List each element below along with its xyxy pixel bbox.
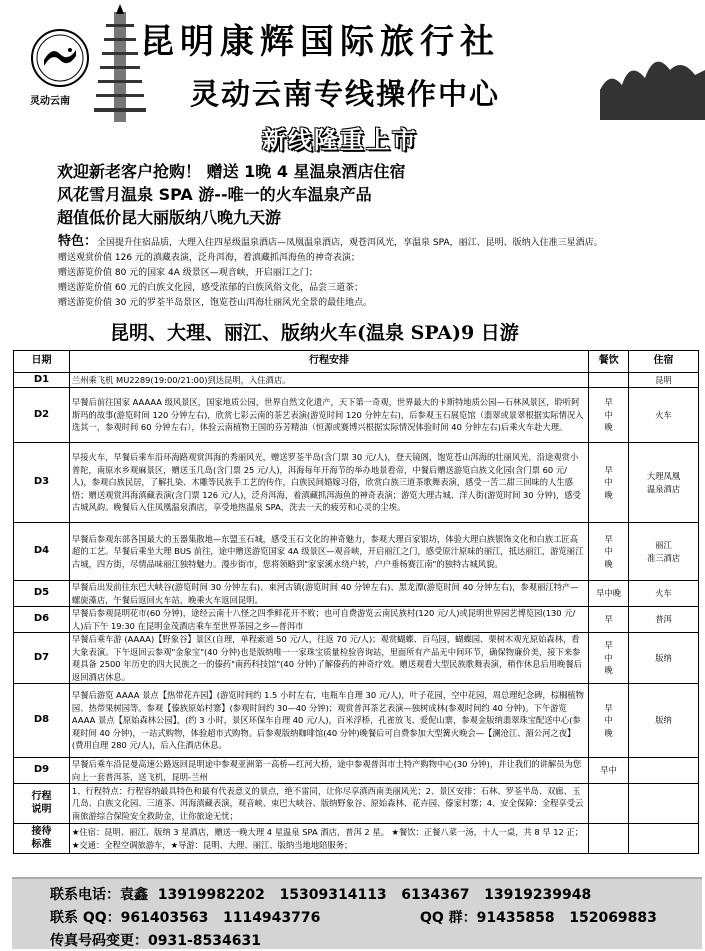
logo-text: 灵动云南 <box>30 96 70 107</box>
company-name: 昆明康辉国际旅行社 <box>140 22 500 62</box>
hotel-cell: 丽江 准三酒店 <box>629 523 699 581</box>
day-cell: D7 <box>14 633 70 684</box>
feature-item: 赠送游览价值 80 元的国家 4A 级景区—观音峡，开启丽江之门； <box>58 268 318 278</box>
day-cell: D1 <box>14 373 70 388</box>
plan-cell: 早餐后游览 AAAA 景点【热带花卉园】(游览时间约 1.5 小时左右，电瓶车自理 30 元/人)，叶子花园，空中花园，周总理纪念碑，棕榈植物园、热带果树园等。参观【傣族原始村寨】(参观时间约 30—40 分钟)；观赏普洱茶艺表演—独树成林(参观时间约 40 分钟)。下午游览 AAAA 景点【原始森林公园】，(约 3 小时，景区环保车自理 40 元/人)，百米浮桥，孔雀放飞、爱伲山寨，参观金版纳翡翠珠宝配送中心(参观时间 40 分钟)，一站式购物，体验超市式购物。后参观版纳咖啡馆(40 分钟)晚餐后可自费参加大型篝火晚会—【澜沧江、湄公河之夜】(费用自理 280 元/人)，后入住酒店休息。 <box>69 684 588 758</box>
header-hotel: 住宿 <box>629 351 699 373</box>
meal-cell: 早 中 晚 <box>589 633 629 684</box>
header <box>0 0 705 154</box>
meal-cell: 早 中 晚 <box>589 684 629 758</box>
plan-cell: 早餐后前往国家 AAAAA 级风景区，国家地质公园，世界自然文化遗产，天下第一奇观，世界最大的卡斯特地质公园—石林风景区，聆听阿斯玛的故事(游览时间 120 分钟左右)，欣赏七彩云南的茶艺表演(游览时间 120 分钟左右)，后参观玉石展览馆（翡翠或景翠根据实际情况入选其一，参观时间 60 分钟左右），体验云南植物王国的芬芳精油（恒源或赛博兴根据实际情况体验时间 40 分钟左右)后乘火车赴大理。 <box>69 388 588 443</box>
table-row <box>14 388 699 443</box>
day-cell: 行程 说明 <box>14 784 70 824</box>
meal-cell: 早 中 晚 <box>589 523 629 581</box>
hotel-cell <box>629 824 699 854</box>
day-cell: D3 <box>14 443 70 523</box>
hotel-cell <box>629 784 699 824</box>
promo-line: 超值低价昆大丽版纳八晚九天游 <box>57 208 282 227</box>
day-cell: D4 <box>14 523 70 581</box>
table-row <box>14 523 699 581</box>
meal-cell <box>589 824 629 854</box>
plan-cell: 早餐后乘车沿昆曼高速公路返回昆明途中参观亚洲第一高桥—红河大桥，途中参观普洱市土特产购物中心(30 分钟)，并让我们的讲解员为您向上一套普洱茶，送飞机，昆明-兰州 <box>69 758 588 784</box>
hotel-cell: 大理凤凰 温泉酒店 <box>629 443 699 523</box>
meal-cell: 早 中 晚 <box>589 443 629 523</box>
table-row <box>14 443 699 523</box>
feature-item: 赠送观赏价值 126 元的滇藏表演，泛舟洱海，着滇藏抓洱海鱼的神奇表演； <box>58 253 360 263</box>
company-logo-icon <box>30 28 90 88</box>
itinerary-body <box>14 373 699 854</box>
hotel-cell <box>629 758 699 784</box>
table-row <box>14 758 699 784</box>
contact-qq: 联系 QQ：961403563 1114943776 <box>50 910 321 926</box>
day-cell: D6 <box>14 607 70 633</box>
meal-cell: 早中 <box>589 758 629 784</box>
meal-cell: 早中晚 <box>589 581 629 607</box>
promo-line: 风花雪月温泉 SPA 游--唯一的火车温泉产品 <box>57 185 372 204</box>
features-intro: 全国提升住宿品质，大理入住四星级温泉酒店—凤凰温泉酒店，观苍洱风光，享温泉 SPA，丽江、昆明、版纳入住准三星酒店。 <box>97 238 603 248</box>
hotel-cell: 火车 <box>629 581 699 607</box>
operation-center-title: 灵动云南专线操作中心 <box>190 77 501 111</box>
day-cell: D2 <box>14 388 70 443</box>
contact-fax: 传真号码变更：0931-8534631 <box>50 933 261 949</box>
header-date: 日期 <box>14 351 70 373</box>
hotel-cell: 火车 <box>629 388 699 443</box>
plan-cell: ★住宿：昆明、丽江、版纳 3 星酒店，赠送一晚大理 4 星温泉 SPA 酒店，普洱 2 星。 ★餐饮：正餐八菜一汤，十人一桌，共 8 早 12 正； ★交通：全程空调旅游车，★导游：昆明、大理、丽江、版纳当地地陪服务； <box>69 824 588 854</box>
table-header-row <box>14 351 699 373</box>
plan-cell: 早餐后乘车游 (AAAA)【野象谷】景区(自理，单程索道 50 元/人，往返 70 元/人)；观赏蝴蝶、百鸟园，蝴蝶园、栗树木观光原始森林，看大象表演。下午返回云参观"金象宝"(40 分钟)也是版纳唯一一家珠宝质量检验咨询站，里面所有产品无中间环节，确保物廉价美，接下来参观具备 2500 年历史的四大民族之一的傣药"南药科技馆"(40 分钟)了解傣药的神奇疗效。赠送观看大型民族歌舞表演，稍作休息后用晚餐后返回酒店休息。 <box>69 633 588 684</box>
contact-phone: 联系电话：袁鑫 13919982202 15309314113 6134367 13919239948 <box>50 887 592 903</box>
plan-cell: 兰州乘飞机 MU2289(19:00/21:00)到达昆明，入住酒店。 <box>69 373 588 388</box>
header-meal: 餐饮 <box>589 351 629 373</box>
day-cell: D8 <box>14 684 70 758</box>
table-row <box>14 633 699 684</box>
plan-cell: 早餐后参观昆明花市(60 分钟)，途经云南十八怪之四季鲜花开不败；也可自费游览云南民族村(120 元/人)或昆明世界园艺博览园(130 元/人)后下午 19:30 在昆明金茂酒店乘车至世界茶园之乡—普洱市 <box>69 607 588 633</box>
contact-qq-group: QQ 群：91435858 152069883 <box>420 910 657 926</box>
features-first-line <box>58 234 698 251</box>
day-cell: D5 <box>14 581 70 607</box>
plan-cell: 1、行程特点：行程容纳最具特色和最有代表意义的景点，绝不雷同，让你尽享滇西南美丽风光；2、景区安排：石林、罗荃半岛、双廊、玉几岛、白族文化园、三道茶、洱海滇藏表演，观音峡、束巴大峡谷、版纳野象谷、原始森林、花卉园、傣家村寨；4、安全保障：全程享受云南旅游综合保险安全救助金，让你旅途无忧； <box>69 784 588 824</box>
day-cell: 接待 标准 <box>14 824 70 854</box>
trees-silhouette-icon <box>600 40 705 120</box>
hotel-cell: 昆明 <box>629 373 699 388</box>
hotel-cell: 版纳 <box>629 633 699 684</box>
plan-cell: 早餐后参观东部各国最大的玉器集散地—东盟玉石城，感受玉石文化的神奇魅力，参观大理百家银坊，体验大理白族银饰文化和白族工匠高超的工艺。早餐后乘坐大理 BUS 前往，途中赠送游览国家 4A 级景区—观音峡，开启丽江之门，感受原汁原味的丽江，抵达丽江，游览丽江古城，四方街，尽情品味丽江独特魅力。漫步街市，您将领略到"家家溪水绕户转，户户垂杨赛江南"的独特古城风貌。 <box>69 523 588 581</box>
contact-footer <box>12 877 702 949</box>
table-row <box>14 824 699 854</box>
meal-cell: 早 <box>589 607 629 633</box>
plan-cell: 早餐后出发前往东巴大峡谷(游览时间 30 分钟左右)、束河古镇(游览时间 40 分钟左右)、黑龙潭(游览时间 40 分钟左右)，参观丽江特产—螺旋藻店，午餐后返回火车站，晚乘火车返回昆明。 <box>69 581 588 607</box>
promo-line: 欢迎新老客户抢购！ 赠送 1晚 4 星温泉酒店住宿 <box>57 162 406 181</box>
feature-item: 赠送游览价值 60 元的白族文化园，感受浓郁的白族风俗文化，品尝三道茶； <box>58 283 364 293</box>
itinerary-table <box>13 350 699 854</box>
table-row <box>14 581 699 607</box>
features-label: 特色： <box>58 234 98 249</box>
plan-cell: 早接火车，早餐后乘车沿环海路观赏洱海的秀丽风光，赠送罗荃半岛(含门票 30 元/人)，登天镜阁，饱览苍山洱海的壮丽风光，沿途观赏小普陀，南原水乡观麻景区，赠送玉几岛(含门票 25 元/人)，洱海每年开海节的举办地景看帝，中餐后赠送游览白族文化园(含门票 60 元/人)，参观白族民居，了解扎染、木雕等民族手工艺的传作，白族民间婚嫁习俗，欣赏白族三道茶歌舞表演，感受一苦二甜三回味的人生感悟；赠送观赏洱海滇藏表演(含门票 126 元/人)，泛舟洱海，着滇藏抓洱海鱼的神奇表演；游览大理古城、洋人街(游览时间 30 分钟)，感受古城风韵。晚餐后入住凤凰温泉酒店，享受地热温泉 SPA，洗去一天的疲劳和心灵的尘埃。 <box>69 443 588 523</box>
table-row <box>14 607 699 633</box>
hotel-cell: 版纳 <box>629 684 699 758</box>
table-row <box>14 784 699 824</box>
day-cell: D9 <box>14 758 70 784</box>
header-plan: 行程安排 <box>69 351 588 373</box>
features-block <box>58 234 698 311</box>
table-row <box>14 373 699 388</box>
meal-cell: 早 中 晚 <box>589 388 629 443</box>
meal-cell <box>589 373 629 388</box>
feature-item: 赠送游览价值 30 元的罗荃半岛景区，饱览苍山洱海壮丽风光全景的最佳地点。 <box>58 298 373 308</box>
meal-cell <box>589 784 629 824</box>
hotel-cell: 普洱 <box>629 607 699 633</box>
table-row <box>14 684 699 758</box>
tour-title: 昆明、大理、丽江、版纳火车(温泉 SPA)9 日游 <box>110 322 519 344</box>
new-route-banner: 新线隆重上市 <box>262 125 418 154</box>
